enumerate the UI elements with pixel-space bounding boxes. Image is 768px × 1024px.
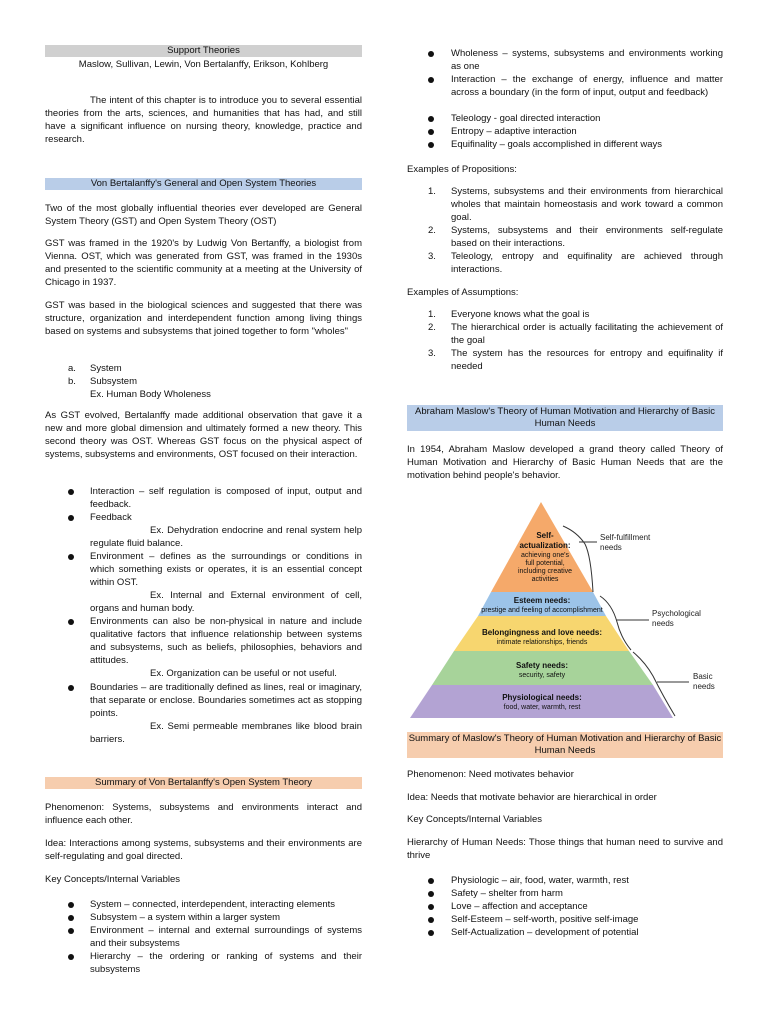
gst-basis-paragraph: GST was based in the biological sciences and suggested that there was structure, organization and interdependent function among living things based on systems and subsystems that joined together to form "wholes"	[45, 300, 362, 337]
bullet-interaction-exchange: Interaction – the exchange of energy, influence and matter across a boundary (in the form of input, output and feedback)	[451, 74, 723, 98]
self-sub-line2: full potential,	[525, 560, 565, 567]
bullet-interaction: Interaction – self regulation is composed of input, output and feedback.	[90, 486, 362, 510]
maslow-title: Abraham Maslow's Theory of Human Motivation and Hierarchy of Basic Human Needs	[415, 406, 715, 429]
bullet-icon	[428, 917, 434, 923]
need-love: Love – affection and acceptance	[451, 901, 588, 912]
bullet-icon	[428, 930, 434, 936]
ost-evolution-paragraph: As GST evolved, Bertalanffy made additional observation that gave it a new and more global dimension and ultimately formed a new theory. This second theory was OST. Whereas GST focus on the physical aspect of systems, subsystems and environments, OST focused on their interaction.	[45, 410, 362, 460]
maslow-intro: In 1954, Abraham Maslow developed a grand theory called Theory of Human Motivation and Hierarchy of Basic Human Needs that are the motivation behind people's behavior.	[407, 444, 723, 481]
feedback-example: Ex. Dehydration endocrine and renal system help regulate fluid balance.	[90, 525, 362, 549]
proposition-1: Systems, subsystems and their environments from hierarchical wholes that maintain homeostasis and work toward a common goal.	[451, 186, 723, 223]
list-marker-a: a.	[68, 363, 76, 374]
prop-number: 1.	[428, 186, 436, 197]
bullet-icon	[428, 116, 434, 122]
bullet-icon	[428, 51, 434, 57]
belong-sub: intimate relationships, friends	[496, 639, 588, 646]
vb-summary-header	[45, 777, 362, 789]
bullet-boundaries: Boundaries – are traditionally defined as lines, real or imaginary, that separate or enclose. Boundaries sometimes act as stopping points.	[90, 682, 362, 719]
assump-number: 1.	[428, 309, 436, 320]
maslow-header	[407, 405, 723, 431]
phys-sub: food, water, warmth, rest	[503, 704, 581, 711]
need-safety: Safety – shelter from harm	[451, 888, 563, 899]
assumptions-heading: Examples of Assumptions:	[407, 287, 519, 298]
gst-history-paragraph: GST was framed in the 1920's by Ludwig Von Bertanffy, a biologist from Vienna. OST, which was generated from GST, was framed in the 1930s and presented to the scientific community at a meeting at the University of Chicago in 1937.	[45, 238, 362, 288]
prop-number: 3.	[428, 251, 436, 262]
bullet-icon	[68, 489, 74, 495]
list-marker-b: b.	[68, 376, 76, 387]
self-sub-line4: activities	[531, 576, 559, 583]
vb-summary-title: Summary of Von Bertalanffy's Open System Theory	[95, 777, 312, 788]
environment-example: Ex. Internal and External environment of cell, organs and human body.	[90, 590, 362, 614]
need-self-esteem: Self-Esteem – self-worth, positive self-image	[451, 914, 639, 925]
concept-hierarchy: Hierarchy – the ordering or ranking of systems and their subsystems	[90, 951, 362, 975]
vb-phenomenon: Phenomenon: Systems, subsystems and environments interact and influence each other.	[45, 802, 362, 826]
assumption-3: The system has the resources for entropy and equifinality if needed	[451, 348, 723, 372]
list-item-system: System	[90, 363, 122, 374]
bullet-icon	[68, 619, 74, 625]
prop-number: 2.	[428, 225, 436, 236]
boundaries-example: Ex. Semi permeable membranes like blood brain barriers.	[90, 721, 362, 745]
support-theories-header	[45, 45, 362, 57]
environments-example: Ex. Organization can be useful or not useful.	[150, 668, 337, 679]
assump-number: 2.	[428, 322, 436, 333]
concept-environment: Environment – internal and external surroundings of systems and their subsystems	[90, 925, 362, 949]
maslow-pyramid-diagram	[407, 492, 723, 722]
bullet-environment: Environment – defines as the surroundings or conditions in which something exists or operates, it is an essential concept within OST.	[90, 551, 362, 588]
support-theories-title: Support Theories	[167, 45, 240, 56]
list-example-wholeness: Ex. Human Body Wholeness	[90, 389, 211, 400]
bullet-icon	[68, 915, 74, 921]
bullet-teleology: Teleology - goal directed interaction	[451, 113, 601, 124]
intro-paragraph: The intent of this chapter is to introduce you to several essential theories from the arts, sciences, and humanities that has had, and still have a significant influence on nursing theory, knowledge, practice and research.	[45, 95, 362, 145]
bullet-equifinality: Equifinality – goals accomplished in different ways	[451, 139, 663, 150]
von-bertalanffy-title: Von Bertalanffy's General and Open System Theories	[90, 178, 317, 189]
concept-system: System – connected, interdependent, interacting elements	[90, 899, 336, 910]
maslow-phenomenon: Phenomenon: Need motivates behavior	[407, 769, 574, 780]
assump-number: 3.	[428, 348, 436, 359]
maslow-summary-title: Summary of Maslow's Theory of Human Motivation and Hierarchy of Basic Human Needs	[408, 733, 722, 756]
self-sub-line1: achieving one's	[520, 552, 570, 559]
bullet-entropy: Entropy – adaptive interaction	[451, 126, 577, 137]
esteem-title: Esteem needs:	[513, 596, 571, 605]
bullet-icon	[428, 878, 434, 884]
bullet-feedback: Feedback	[90, 512, 132, 523]
bullet-icon	[68, 928, 74, 934]
bullet-icon	[68, 902, 74, 908]
maslow-hierarchy: Hierarchy of Human Needs: Those things that human need to survive and thrive	[407, 837, 723, 861]
need-physiologic: Physiologic – air, food, water, warmth, rest	[451, 875, 629, 886]
proposition-2: Systems, subsystems and their environments self-regulate based on their interactions.	[451, 225, 723, 249]
bullet-icon	[428, 904, 434, 910]
maslow-summary-header	[407, 732, 723, 758]
esteem-sub: prestige and feeling of accomplishment	[481, 607, 603, 614]
von-bertalanffy-header	[45, 178, 362, 190]
bullet-icon	[68, 515, 74, 521]
bullet-icon	[428, 129, 434, 135]
bullet-icon	[68, 954, 74, 960]
propositions-heading: Examples of Propositions:	[407, 164, 517, 175]
phys-title: Physiological needs:	[502, 693, 582, 702]
concept-subsystem: Subsystem – a system within a larger system	[90, 912, 281, 923]
assumption-2: The hierarchical order is actually facilitating the achievement of the goal	[451, 322, 723, 346]
proposition-3: Teleology, entropy and equifinality are achieved through interactions.	[451, 251, 723, 275]
support-theorists: Maslow, Sullivan, Lewin, Von Bertalanffy, Erikson, Kohlberg	[78, 59, 329, 70]
brace-basic-label2: needs	[693, 682, 715, 691]
safety-sub: security, safety	[518, 672, 566, 679]
brace-psych-label2: needs	[652, 619, 674, 628]
bullet-icon	[428, 142, 434, 148]
need-self-actualization: Self-Actualization – development of potential	[451, 927, 639, 938]
list-item-subsystem: Subsystem	[90, 376, 137, 387]
bullet-icon	[428, 891, 434, 897]
maslow-key-concepts: Key Concepts/Internal Variables	[407, 814, 543, 825]
bullet-icon	[428, 77, 434, 83]
safety-title: Safety needs:	[515, 661, 569, 670]
gst-ost-paragraph: Two of the most globally influential theories ever developed are General System Theory (GST) and Open System Theory (OST)	[45, 203, 362, 227]
maslow-idea: Idea: Needs that motivate behavior are hierarchical in order	[407, 792, 657, 803]
brace-self-label1: Self-fulfillment	[600, 533, 651, 542]
vb-key-concepts: Key Concepts/Internal Variables	[45, 874, 181, 885]
self-sub-line3: including creative	[517, 568, 573, 575]
bullet-environments: Environments can also be non-physical in nature and include qualitative factors that influence relationship between systems and subsystems, such as beliefs, philosophies, behaviors and attitudes.	[90, 616, 362, 666]
belong-title: Belongingness and love needs:	[481, 628, 603, 637]
self-title-line1: Self-	[536, 531, 554, 540]
self-title-line2: actualization:	[519, 541, 571, 550]
bullet-icon	[68, 685, 74, 691]
bullet-wholeness: Wholeness – systems, subsystems and environments working as one	[451, 48, 723, 72]
bullet-icon	[68, 554, 74, 560]
brace-self-label2: needs	[600, 543, 622, 552]
brace-basic-label1: Basic	[693, 672, 713, 681]
vb-idea: Idea: Interactions among systems, subsystems and their environments are self-regulating and goal directed.	[45, 838, 362, 862]
brace-psych-label1: Psychological	[652, 609, 701, 618]
assumption-1: Everyone knows what the goal is	[451, 309, 590, 320]
